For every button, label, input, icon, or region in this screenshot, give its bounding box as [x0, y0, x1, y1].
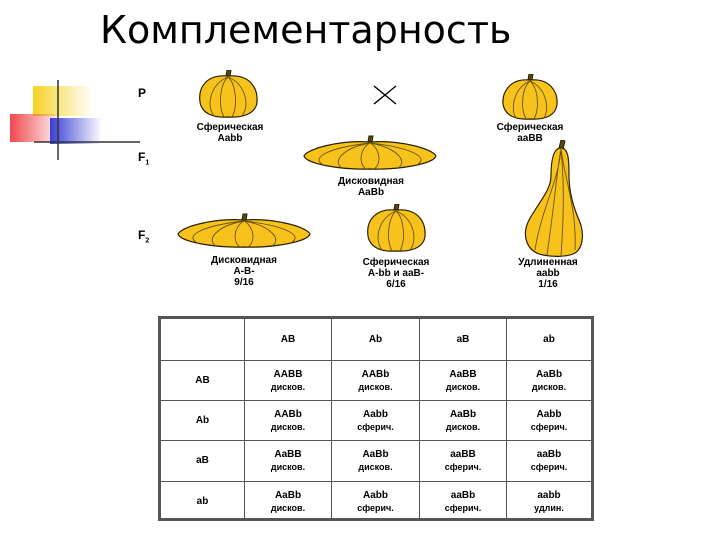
punnett-cell: aabb удлин.: [534, 489, 564, 513]
f2-elongated-caption: Удлиненная aabb 1/16: [518, 257, 578, 290]
punnett-cell: AaBb дисков.: [245, 482, 332, 521]
punnett-cell: AaBB дисков.: [245, 441, 332, 482]
parents-label: P: [138, 86, 147, 100]
row-header: Ab: [161, 401, 245, 441]
row-header: AB: [161, 361, 245, 401]
spherical-pumpkin-icon: [194, 70, 262, 120]
punnett-cell: aaBB сферич.: [420, 441, 507, 482]
cross-icon: [372, 84, 398, 106]
elongated-pumpkin-icon: [521, 140, 585, 258]
column-header: Ab: [332, 319, 420, 361]
punnett-cell: AaBb дисков.: [507, 361, 591, 401]
f1-label: $F_1$: [138, 150, 150, 167]
parent-right-caption: Сферическая aaBB: [496, 122, 564, 144]
punnett-cell: AABb дисков.: [332, 361, 420, 401]
spherical-pumpkin-icon: [498, 74, 562, 122]
corner-cell: [161, 319, 245, 361]
punnett-cell: AABB дисков.: [245, 361, 332, 401]
parent-left-caption: Сферическая Aabb: [196, 122, 264, 144]
punnett-cell: AaBb дисков.: [332, 441, 420, 482]
punnett-cell: AaBb дисков.: [420, 401, 507, 441]
column-header: AB: [245, 319, 332, 361]
row-header: ab: [161, 482, 245, 521]
f2-disc-caption: Дисковидная A-B- 9/16: [211, 255, 277, 288]
punnett-cell: AABb дисков.: [245, 401, 332, 441]
punnett-square: [158, 316, 594, 521]
spherical-pumpkin-icon: [362, 204, 430, 254]
column-header: ab: [507, 319, 591, 361]
row-header: aB: [161, 441, 245, 482]
slide-title: Комплементарность: [100, 8, 512, 52]
f1-caption: Дисковидная AaBb: [338, 176, 404, 198]
disc-pumpkin-icon: [302, 134, 438, 174]
punnett-cell: Aabb сферич.: [332, 401, 420, 441]
punnett-cell: AaBB дисков.: [420, 361, 507, 401]
punnett-cell: Aabb сферич.: [507, 401, 591, 441]
punnett-cell: aaBb сферич.: [420, 482, 507, 521]
disc-pumpkin-icon: [176, 212, 312, 252]
f2-spherical-caption: Сферическая A-bb и aaB- 6/16: [362, 257, 430, 290]
f2-label: $F_2$: [138, 228, 150, 245]
column-header: aB: [420, 319, 507, 361]
punnett-cell: Aabb сферич.: [332, 482, 420, 521]
punnett-cell: aaBb сферич.: [507, 441, 591, 482]
